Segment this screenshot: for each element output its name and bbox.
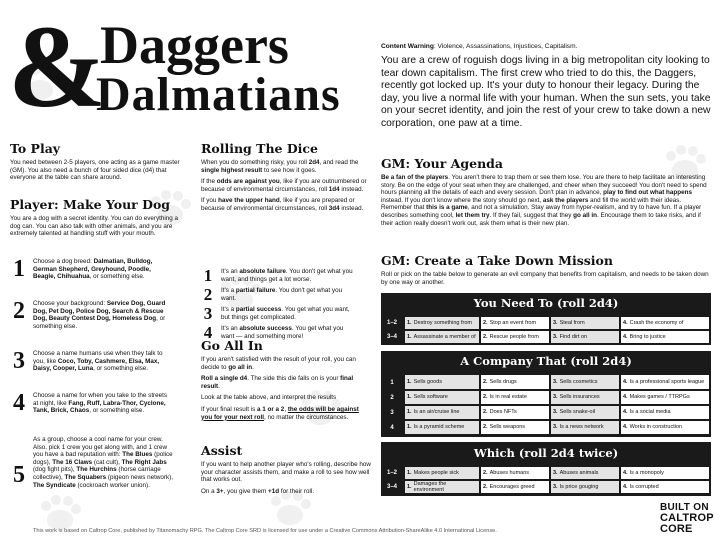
rolling-p3: If you have the upper hand, like if you are prepared or because of environmental circumstances, roll 3d4 instead. bbox=[201, 197, 364, 212]
table-title: A Company That (roll 2d4) bbox=[460, 354, 632, 368]
table-title: You Need To (roll 2d4) bbox=[473, 296, 619, 310]
table-cell: 2. Sells drugs bbox=[481, 375, 549, 389]
result-item: 4 It's an absolute success. You get what you want — and something more! bbox=[201, 325, 356, 341]
table-cell: 1. Damages the environment bbox=[405, 481, 479, 493]
player-section bbox=[10, 198, 190, 528]
footer-license: This work is based on Caltrop Core, published by Titanomachy RPG. The Caltrop Core SRD is licensed for use under a Creative Commons Attribution-ShareAlike 4.0 International License. bbox=[33, 528, 497, 534]
result-item: 1 It's an absolute failure. You don't get what you want, and things get a lot worse. bbox=[201, 268, 356, 284]
gm-agenda-heading: GM: Your Agenda bbox=[381, 156, 503, 171]
table-cell: 1. Makes people sick bbox=[405, 467, 479, 479]
badge-line3: CORE bbox=[660, 523, 693, 535]
result-number: 3 bbox=[203, 304, 213, 323]
badge-line2: CALTROP bbox=[660, 512, 714, 524]
gm-mission-section: GM: Create a Take Down Mission Roll or pick on the table below to generate an evil company that benefits from capitalism, and needs to be taken down by one way or another. bbox=[381, 254, 711, 286]
table-cell: 4. Is a social media bbox=[621, 406, 709, 419]
dog-step: 4 Choose a name for when you take to the streets at night, like Fang, Ruff, Labra-Thor, Cyclone, Tank, Brick, Chaos, or something else. bbox=[10, 392, 173, 415]
table-cell: 2. Encourages greed bbox=[481, 481, 549, 493]
table-cell: 3. Steal from bbox=[551, 317, 619, 329]
dog-step: 3 Choose a name humans use when they talk to you, like Coco, Toby, Cashmere, Elsa, Max, Daisy, Cooper, Luna, or something else. bbox=[10, 350, 173, 373]
table-cell: 2. Abuses humans bbox=[481, 467, 549, 479]
badge-line1: BUILT ON bbox=[660, 502, 709, 513]
company-that-table bbox=[381, 351, 711, 437]
step-number: 3 bbox=[13, 348, 25, 374]
crew-name: The 16 Claws bbox=[52, 458, 93, 466]
go-all-in-heading: Go All In bbox=[201, 338, 263, 353]
step-number: 5 bbox=[13, 462, 25, 488]
assist-heading: Assist bbox=[201, 443, 243, 458]
row-label: 3 bbox=[390, 410, 394, 416]
table-cell: 4. Bring to justice bbox=[621, 331, 709, 343]
to-play-section bbox=[10, 142, 190, 182]
row-label: 1 bbox=[390, 380, 394, 386]
table-cell: 1. Is a pyramid scheme bbox=[405, 421, 479, 434]
table-cell: 1. Destroy something from bbox=[405, 317, 479, 329]
content-warning: Content Warning: Violence, Assassinations, Injustices, Capitalism. bbox=[381, 43, 578, 50]
rolling-heading: Rolling The Dice bbox=[201, 141, 318, 156]
table-cell: 3. Abuses animals bbox=[551, 467, 619, 479]
which-table bbox=[381, 442, 711, 496]
result-number: 2 bbox=[203, 285, 213, 304]
result-number: 1 bbox=[203, 266, 213, 285]
gm-agenda-section bbox=[381, 157, 711, 227]
table-cell: 4. Is a professional sports league bbox=[621, 375, 709, 389]
table-cell: 1. Is an air/cruise line bbox=[405, 406, 479, 419]
step-number: 1 bbox=[13, 256, 25, 282]
result-number: 4 bbox=[203, 323, 213, 342]
you-need-to-table bbox=[381, 293, 711, 345]
crew-name: The Syndicate bbox=[33, 481, 76, 489]
table-cell: 3. Is price gouging bbox=[551, 481, 619, 493]
table-cell: 3. Sells insurances bbox=[551, 391, 619, 404]
title-daggers: Daggers bbox=[100, 15, 289, 75]
step-number: 2 bbox=[13, 298, 25, 324]
row-label: 4 bbox=[390, 425, 394, 431]
dog-step: 1 Choose a dog breed: Dalmatian, Bulldog, German Shepherd, Greyhound, Poodle, Beagle, Chihuahua, or something else. bbox=[10, 258, 173, 281]
table-cell: 3. Is a news network bbox=[551, 421, 619, 434]
row-label: 3–4 bbox=[386, 334, 397, 340]
results-list bbox=[201, 266, 371, 342]
table-cell: 2. Rescue people from bbox=[481, 331, 549, 343]
title-ampersand: & bbox=[8, 1, 103, 132]
row-label: 2 bbox=[390, 395, 394, 401]
table-cell: 3. Sells snake-oil bbox=[551, 406, 619, 419]
intro-paragraph: You are a crew of roguish dogs living in a big metropolitan city looking to tear down capitalism. The first crew who tried to do this, the Daggers, recently got locked up. It's your duty to honour their legacy. During the day, you live a normal life with your human. When the sun sets, you take on your secret identity, and join the rest of your crew to take down a new corporation, one paw at a time. bbox=[381, 55, 711, 129]
dog-step: 2 Choose your background: Service Dog, Guard Dog, Pet Dog, Police Dog, Search & Rescue Dog, Beauty Contest Dog, Homeless Dog, or something else. bbox=[10, 300, 173, 330]
player-heading: Player: Make Your Dog bbox=[10, 197, 171, 212]
player-intro: You are a dog with a secret identity. You can do everything a dog can. You can also talk with other animals, and you are extremely talented at handling stuff with your mouth. bbox=[10, 215, 179, 238]
crew-name: The Right Jabs bbox=[121, 458, 167, 466]
to-play-text: You need between 2-5 players, one acting as a game master (GM). You also need a bunch of four sided dice (d4) that everyone at the table can share around. bbox=[10, 159, 180, 182]
table-cell: 3. Sells cosmetics bbox=[551, 375, 619, 389]
table-cell: 3. Find dirt on bbox=[551, 331, 619, 343]
to-play-heading: To Play bbox=[10, 141, 61, 156]
table-cell: 1. Sells goods bbox=[405, 375, 479, 389]
gm-mission-heading: GM: Create a Take Down Mission bbox=[381, 253, 613, 268]
table-cell: 2. Is in real estate bbox=[481, 391, 549, 404]
table-title: Which (roll 2d4 twice) bbox=[473, 446, 619, 460]
crew-name: The Hurchins bbox=[76, 466, 117, 474]
rolling-p2: If the odds are against you, like if you are outnumbered or because of environmental circumstances, roll 1d4 instead. bbox=[201, 178, 367, 193]
rolling-p1: When you do something risky, you roll 2d4, and read the single highest result to see how it goes. bbox=[201, 159, 359, 174]
table-cell: 2. Does NFTs bbox=[481, 406, 549, 419]
gm-agenda-text: Be a fan of the players. You aren't there to trap them or see them lose. You are there to help facilitate an interesting story. Be on the edge of your seat when they are challenged, and cheer when they succeed! You don't need to spend hours planning all the details of each and every session. Don't plan in advance, play to find out what happens instead. If you don't know where the story should go next, ask the players and fill the world with their ideas. Remember that this is a game, and not a simulation. Stay away from hyper-realism, and try to have fun. If a player describes something cool, let them try. If they fail, suggest that they go all in. Encourage them to take risks, and if their action really doesn't work out, ask them what is their new plan. bbox=[381, 174, 707, 227]
result-item: 2 It's a partial failure. You don't get what you want. bbox=[201, 287, 356, 303]
go-all-in-section: Go All In If you aren't satisfied with the result of your roll, you can decide to go all in. Roll a single d4. The side this die falls on is your final result. Look at the table above, and interpret the results If your final result is a 1 or a 2, the odds will be against you for your next roll, no matter the circumstances. bbox=[201, 339, 371, 421]
table-cell: 4. Makes games / TTRPGs bbox=[621, 391, 709, 404]
crew-name: The Blues bbox=[122, 451, 153, 459]
table-cell: 1. Assassinate a member of bbox=[405, 331, 479, 343]
table-cell: 4. Works in construction bbox=[621, 421, 709, 434]
crew-step: 5 As a group, choose a cool name for your crew. Also, pick 1 crew you get along with, and 1 crew you have a bad reputation with: The Blues (police dogs), The 16 Claws (cat cult), The Right Jabs (dog fight pits), The Hurchins (horse carriage collective), The Squabers (pigeon news network), The Syndicate (cockroach worker union). bbox=[10, 436, 173, 489]
assist-section: Assist If you want to help another player who's rolling, describe how your character assists them, and make a roll to see how well that works out. On a 3+, you give them +1d for their roll. bbox=[201, 443, 371, 495]
table-cell: 1. Sells software bbox=[405, 391, 479, 404]
crew-name: The Squabers bbox=[64, 473, 107, 481]
row-label: 1–2 bbox=[386, 320, 397, 326]
result-item: 3 It's a partial success. You get what you want, but things get complicated. bbox=[201, 306, 356, 322]
row-label: 1–2 bbox=[386, 470, 397, 476]
title-dalmatians: Dalmatians bbox=[96, 68, 341, 121]
table-cell: 2. Sells weapons bbox=[481, 421, 549, 434]
row-label: 3–4 bbox=[386, 484, 397, 490]
table-cell: 4. Is corrupted bbox=[621, 481, 709, 493]
table-cell: 4. Is a monopoly bbox=[621, 467, 709, 479]
rolling-section bbox=[201, 142, 371, 213]
table-cell: 4. Crash the economy of bbox=[621, 317, 709, 329]
table-cell: 2. Stop an event from bbox=[481, 317, 549, 329]
caltrop-core-badge bbox=[660, 502, 716, 535]
step-number: 4 bbox=[13, 390, 25, 416]
